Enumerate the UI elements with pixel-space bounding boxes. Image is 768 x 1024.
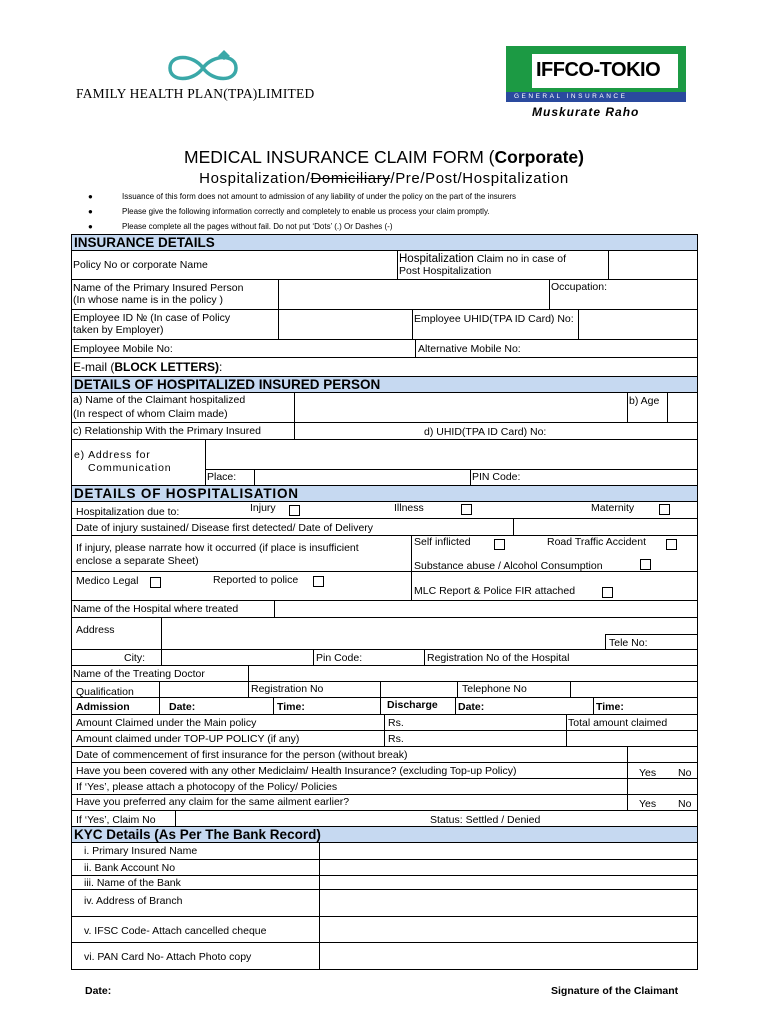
footer-date: Date: — [85, 985, 112, 997]
iffco-tokio-logo — [506, 46, 688, 120]
row-if-yes-claim: If ‘Yes’, Claim No Status: Settled / Denied — [72, 811, 697, 827]
iffco-tagline: Muskurate Raho — [532, 105, 640, 119]
reported-police-checkbox[interactable] — [313, 576, 324, 587]
row-amount-topup: Amount claimed under TOP-UP POLICY (if any) Rs. — [72, 731, 697, 747]
maternity-checkbox[interactable] — [659, 504, 670, 515]
row-medico-legal: Medico Legal Reported to police MLC Report & Police FIR attached — [72, 572, 697, 601]
mlc-report-checkbox[interactable] — [602, 587, 613, 598]
row-date-of-injury: Date of injury sustained/ Disease first detected/ Date of Delivery — [72, 519, 697, 536]
row-employee-id: Employee ID № (In case of Policy taken by Employer) Employee UHID(TPA ID Card) No: — [72, 310, 697, 340]
section-header-insured-person: DETAILS OF HOSPITALIZED INSURED PERSON — [72, 377, 697, 393]
form-subtitle: Hospitalization/Domiciliary/Pre/Post/Hospitalization — [199, 170, 569, 187]
footer-signature: Signature of the Claimant — [551, 985, 679, 997]
illness-checkbox[interactable] — [461, 504, 472, 515]
road-traffic-checkbox[interactable] — [666, 539, 677, 550]
medico-legal-checkbox[interactable] — [150, 577, 161, 588]
kyc-row-1: i. Primary Insured Name — [72, 843, 697, 860]
fhp-logo — [76, 46, 315, 106]
infinity-logo-icon — [148, 48, 258, 86]
iffco-logo-name: IFFCO-TOKIO — [536, 59, 661, 81]
kyc-row-4: iv. Address of Branch — [72, 890, 697, 917]
row-hospitalization-due-to: Hospitalization due to: Injury Illness Maternity — [72, 502, 697, 519]
self-inflicted-checkbox[interactable] — [494, 539, 505, 550]
row-first-insurance: Date of commencement of first insurance for the person (without break) — [72, 747, 697, 763]
injury-checkbox[interactable] — [289, 505, 300, 516]
row-injury-narrative: If injury, please narrate how it occurred (if place is insufficient enclose a separate Sheet) Self inflicted Road Traffic Accident Substance abuse / Alcohol Consumption — [72, 536, 697, 572]
claim-form — [71, 234, 698, 970]
row-primary-insured: Name of the Primary Insured Person (In whose name is in the policy ) Occupation: — [72, 280, 697, 310]
row-mobile: Employee Mobile No: Alternative Mobile No: — [72, 340, 697, 358]
note-1: ● Issuance of this form does not amount to admission of any liability of under the policy on the part of the insurers — [88, 192, 516, 201]
iffco-logo-box — [506, 46, 686, 102]
section-header-insurance: INSURANCE DETAILS — [72, 235, 697, 251]
row-hospital-address: Address Tele No: — [72, 618, 697, 650]
row-city-pin: City: Pin Code: Registration No of the Hospital — [72, 650, 697, 666]
kyc-row-5: v. IFSC Code- Attach cancelled cheque — [72, 917, 697, 943]
fhp-logo-text: FAMILY HEALTH PLAN(TPA)LIMITED — [76, 86, 315, 101]
row-doctor: Name of the Treating Doctor — [72, 666, 697, 682]
kyc-row-6: vi. PAN Card No- Attach Photo copy — [72, 943, 697, 969]
row-relationship: c) Relationship With the Primary Insured d) UHID(TPA ID Card) No: — [72, 423, 697, 440]
note-2: ● Please give the following information correctly and completely to enable us process your claim promptly. — [88, 207, 490, 216]
row-if-yes-policy: If ‘Yes’, please attach a photocopy of the Policy/ Policies — [72, 779, 697, 795]
row-qualification: Qualification Registration No Telephone No — [72, 682, 697, 698]
row-preferred-claim: Have you preferred any claim for the same ailment earlier? Yes No — [72, 795, 697, 811]
iffco-logo-sub: GENERAL INSURANCE — [514, 93, 628, 100]
row-policy: Policy No or corporate Name Hospitalization Claim no in case of Post Hospitalization — [72, 251, 697, 280]
row-claimant-name: a) Name of the Claimant hospitalized (In respect of whom Claim made) b) Age — [72, 393, 697, 423]
row-address: e) Address for Communication Place: PIN Code: — [72, 440, 697, 486]
row-other-cover: Have you been covered with any other Mediclaim/ Health Insurance? (excluding Top-up Policy) Yes No — [72, 763, 697, 779]
row-admission-discharge: Admission Date: Time: Discharge Date: Time: — [72, 698, 697, 715]
row-amount-main: Amount Claimed under the Main policy Rs. Total amount claimed — [72, 715, 697, 731]
section-header-kyc: KYC Details (As Per The Bank Record) — [72, 827, 697, 843]
note-3: ● Please complete all the pages without fail. Do not put ‘Dots’ (.) Or Dashes (-) — [88, 222, 393, 231]
form-title: MEDICAL INSURANCE CLAIM FORM (Corporate) — [184, 147, 584, 167]
row-hospital-name: Name of the Hospital where treated — [72, 601, 697, 618]
substance-abuse-checkbox[interactable] — [640, 559, 651, 570]
kyc-row-2: ii. Bank Account No — [72, 860, 697, 876]
row-email: E-mail (BLOCK LETTERS): — [72, 358, 697, 377]
kyc-row-3: iii. Name of the Bank — [72, 876, 697, 890]
section-header-hospitalisation: DETAILS OF HOSPITALISATION — [72, 486, 697, 502]
